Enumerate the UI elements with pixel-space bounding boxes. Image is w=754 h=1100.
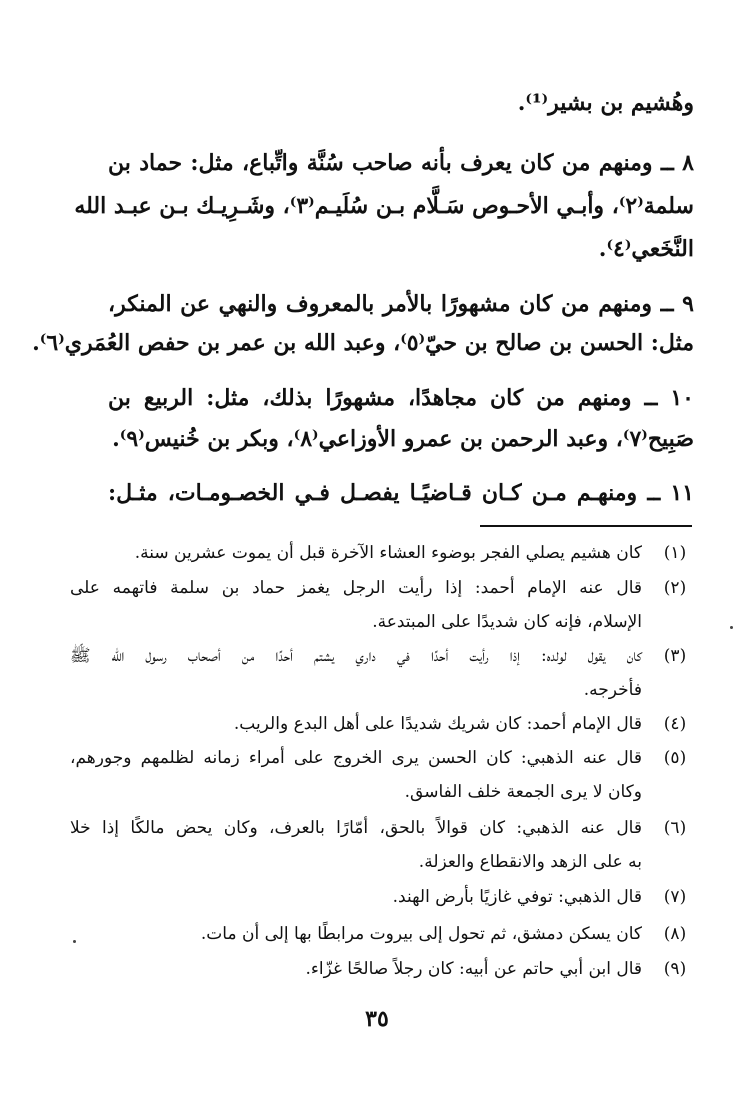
scan-speck bbox=[730, 626, 733, 629]
body-line-2: ٨ ــ ومنهم من كان يعرف بأنه صاحب سُنَّة واتِّباع، مثل: حماد بن bbox=[108, 150, 694, 176]
footnote-number: (١) bbox=[663, 543, 687, 563]
footnote-text: قال الإمام أحمد: كان شريك شديدًا على أهل البدع والريب. bbox=[233, 714, 642, 734]
footnote-text: فأخرجه. bbox=[583, 680, 642, 700]
footnote-number: (٩) bbox=[663, 959, 687, 979]
footnote-number: (٣) bbox=[663, 646, 687, 666]
footnote-text: كان هشيم يصلي الفجر بوضوء العشاء الآخرة قبل أن يموت عشرين سنة. bbox=[134, 543, 642, 563]
footnote-text: قال ابن أبي حاتم عن أبيه: كان رجلاً صالحًا غزّاء. bbox=[305, 959, 642, 979]
body-line-9: ١١ ــ ومنهـم مـن كـان قـاضيًـا يفصـل فـي الخصـومـات، مثـل: bbox=[108, 480, 694, 506]
footnote-text: الإسلام، فإنه كان شديدًا على المبتدعة. bbox=[372, 612, 642, 632]
footnote-number: (٤) bbox=[663, 714, 687, 734]
footnote-text: قال عنه الإمام أحمد: إذا رأيت الرجل يغمز حماد بن سلمة فاتهمه على bbox=[70, 578, 642, 598]
body-line-5: ٩ ــ ومنهم من كان مشهورًا بالأمر بالمعروف والنهي عن المنكر، bbox=[108, 291, 694, 317]
body-line-1: وهُشيم بن بشير⁽¹⁾. bbox=[517, 90, 694, 116]
body-line-4: النَّخَعي⁽٤⁾. bbox=[598, 236, 694, 262]
footnote-number: (٦) bbox=[663, 818, 687, 838]
footnote-text: قال الذهبي: توفي غازيًا بأرض الهند. bbox=[392, 887, 642, 907]
body-line-8: صَبِيح⁽٧⁾، وعبد الرحمن بن عمرو الأوزاعي⁽٨⁾، وبكر بن خُنيس⁽٩⁾. bbox=[112, 426, 694, 452]
footnote-number: (٧) bbox=[663, 887, 687, 907]
footnote-text: قال عنه الذهبي: كان الحسن يرى الخروج على أمراء زمانه لظلمهم وجورهم، bbox=[70, 748, 642, 768]
page-number: ٣٥ bbox=[365, 1006, 389, 1032]
footnote-text: كان يقول لولده: إذا رأيت أحدًا في داري يشتم أحدًا من أصحاب رسول الله ﷺ bbox=[70, 646, 642, 666]
body-line-7: ١٠ ــ ومنهم من كان مجاهدًا، مشهورًا بذلك، مثل: الربيع بن bbox=[108, 385, 694, 411]
footnote-divider bbox=[480, 525, 692, 527]
footnote-text: به على الزهد والانقطاع والعزلة. bbox=[418, 852, 642, 872]
footnote-text: كان يسكن دمشق، ثم تحول إلى بيروت مرابطًا بها إلى أن مات. bbox=[200, 924, 642, 944]
footnote-number: (٨) bbox=[663, 924, 687, 944]
footnote-number: (٥) bbox=[663, 748, 687, 768]
footnote-text: قال عنه الذهبي: كان قوالاً بالحق، أمّارًا بالعرف، وكان يحض مالكًا إذا خلا bbox=[70, 818, 642, 838]
body-line-6: مثل: الحسن بن صالح بن حيّ⁽٥⁾، وعبد الله بن عمر بن حفص العُمَري⁽٦⁾. bbox=[32, 330, 694, 356]
body-line-3: سلمة⁽٢⁾، وأبـي الأحـوص سَـلَّام بـن سُلَيـم⁽٣⁾، وشَـرِيـك بـن عبـد الله bbox=[74, 193, 694, 219]
scan-speck bbox=[73, 940, 76, 943]
footnote-number: (٢) bbox=[663, 578, 687, 598]
footnote-text: وكان لا يرى الجمعة خلف الفاسق. bbox=[404, 782, 642, 802]
